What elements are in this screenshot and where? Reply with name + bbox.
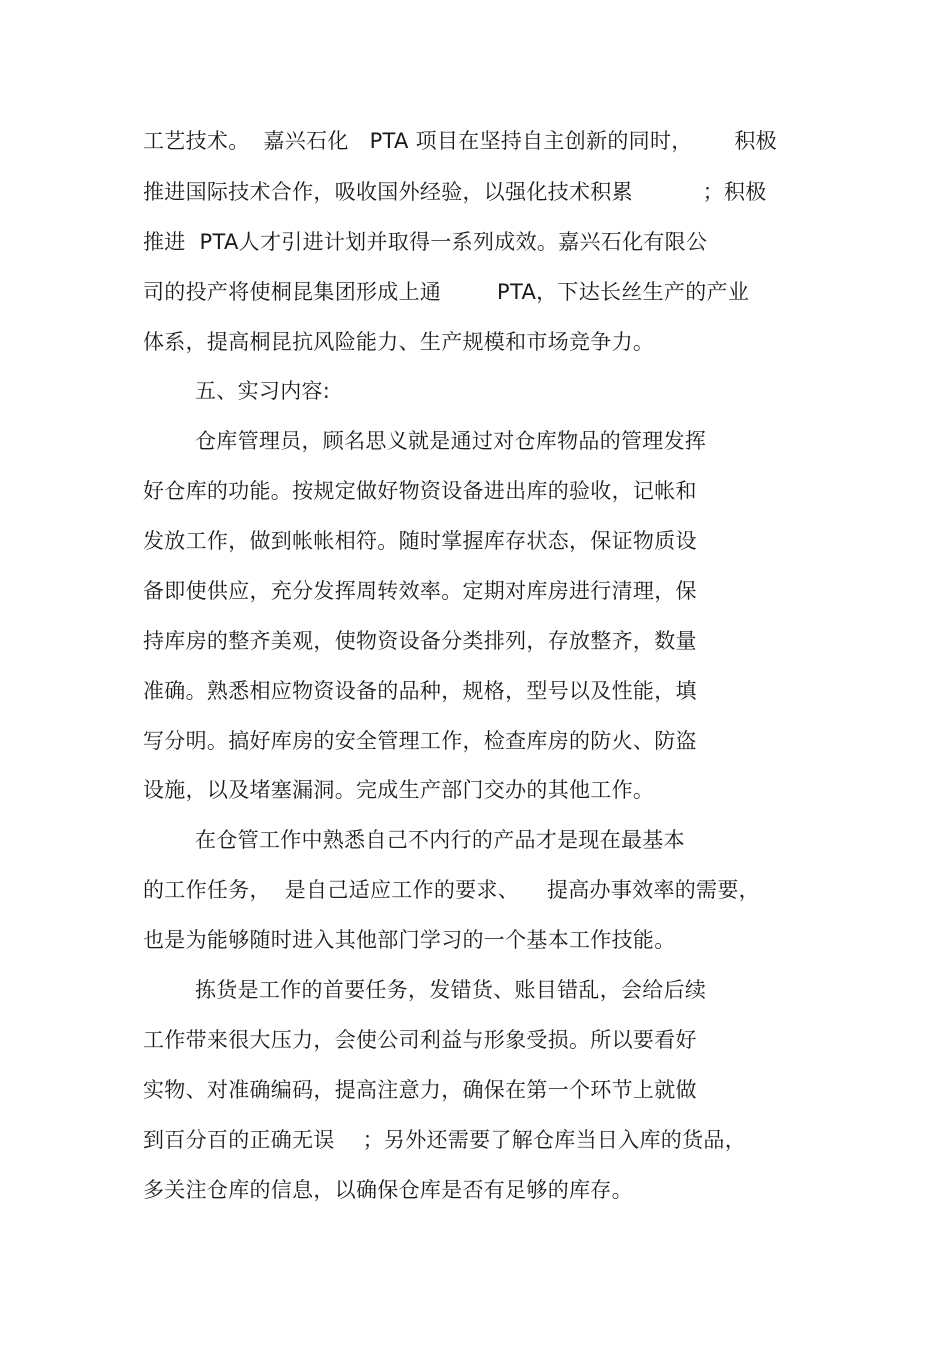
text-line-19: 工作带来很大压力，会使公司利益与形象受损。所以要看好 — [143, 1028, 697, 1052]
text-line-21: 到百分百的正确无误 ；另外还需要了解仓库当日入库的货品， — [143, 1128, 746, 1152]
text-line-11: 持库房的整齐美观，使物资设备分类排列，存放整齐，数量 — [143, 629, 697, 653]
text-line-12: 准确。熟悉相应物资设备的品种，规格，型号以及性能，填 — [143, 679, 697, 703]
text-line-2: 推进国际技术合作，吸收国外经验，以强化技术积累 ；积极 — [143, 180, 767, 204]
text-line-3: 推进 PTA人才引进计划并取得一系列成效。嘉兴石化有限公 — [143, 230, 708, 254]
text-line-7: 仓库管理员，顾名思义就是通过对仓库物品的管理发挥 — [195, 429, 707, 453]
text-line-22: 多关注仓库的信息，以确保仓库是否有足够的库存。 — [143, 1178, 633, 1202]
text-line-8: 好仓库的功能。按规定做好物资设备进出库的验收，记帐和 — [143, 479, 697, 503]
text-line-16: 的工作任务， 是自己适应工作的要求、 提高办事效率的需要， — [143, 878, 760, 902]
text-line-9: 发放工作，做到帐帐相符。随时掌握库存状态，保证物质设 — [143, 529, 697, 553]
text-line-5: 体系，提高桐昆抗风险能力、生产规模和市场竞争力。 — [143, 330, 655, 354]
text-line-14: 设施，以及堵塞漏洞。完成生产部门交办的其他工作。 — [143, 778, 655, 802]
text-line-4: 司的投产将使桐昆集团形成上通 PTA，下达长丝生产的产业 — [143, 280, 750, 304]
text-line-1: 工艺技术。 嘉兴石化 PTA 项目在坚持自主创新的同时， 积极 — [143, 129, 778, 153]
text-line-13: 写分明。搞好库房的安全管理工作，检查库房的防火、防盗 — [143, 729, 697, 753]
text-line-18: 拣货是工作的首要任务，发错货、账目错乱，会给后续 — [195, 978, 707, 1002]
text-line-20: 实物、对准确编码，提高注意力，确保在第一个环节上就做 — [143, 1078, 697, 1102]
section-heading: 五、实习内容: — [195, 379, 331, 403]
text-line-17: 也是为能够随时进入其他部门学习的一个基本工作技能。 — [143, 928, 676, 952]
text-line-10: 备即使供应，充分发挥周转效率。定期对库房进行清理，保 — [143, 579, 697, 603]
text-line-15: 在仓管工作中熟悉自己不内行的产品才是现在最基本 — [195, 828, 685, 852]
